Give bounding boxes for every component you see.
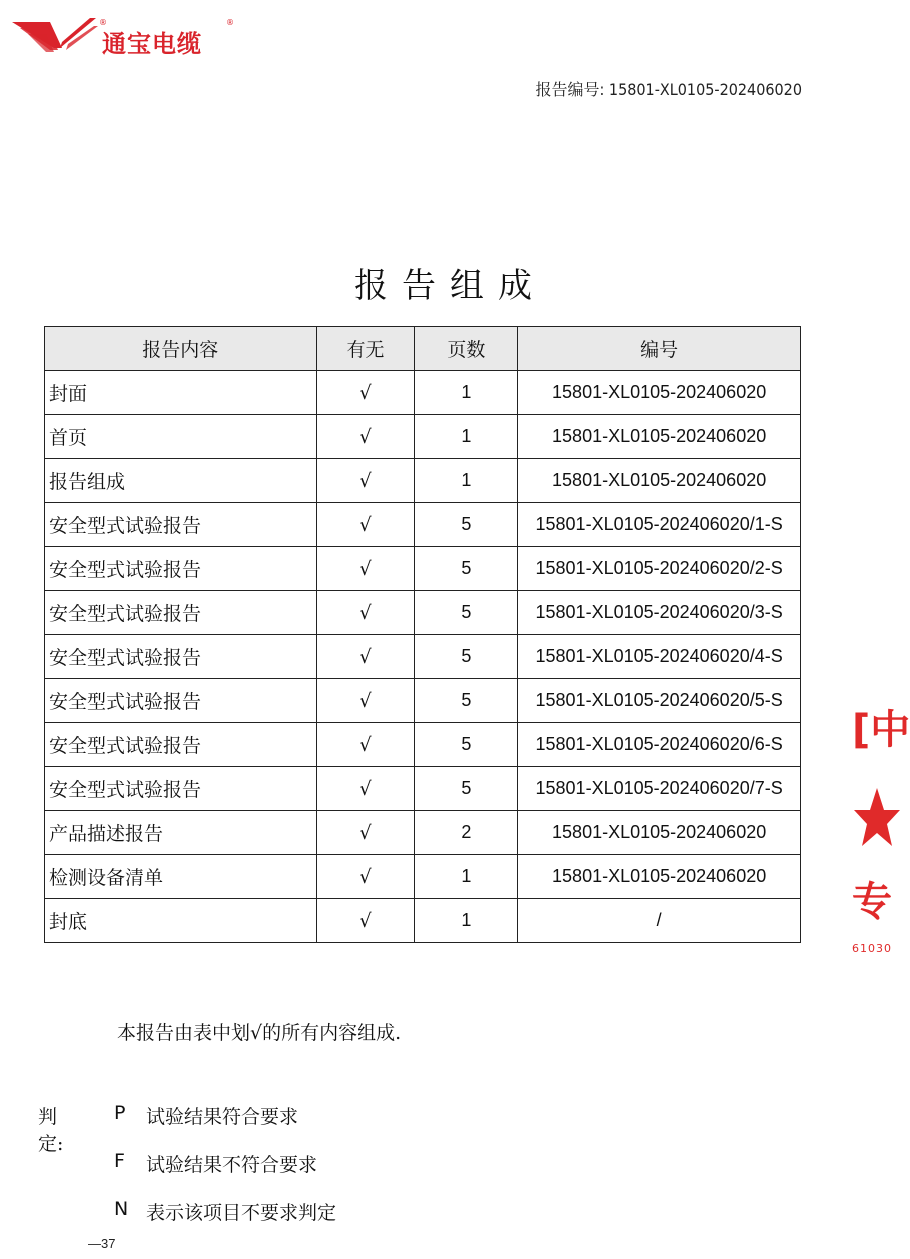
cell-content: 安全型式试验报告 [45, 591, 317, 635]
cell-pages: 2 [415, 811, 518, 855]
cell-number: 15801-XL0105-202406020/3-S [518, 591, 801, 635]
cell-number: 15801-XL0105-202406020/4-S [518, 635, 801, 679]
table-row [45, 459, 801, 503]
cell-presence: √ [316, 591, 415, 635]
cell-presence: √ [316, 767, 415, 811]
cell-pages: 1 [415, 459, 518, 503]
cell-number: 15801-XL0105-202406020/2-S [518, 547, 801, 591]
cell-content: 封底 [45, 899, 317, 943]
cell-content: 安全型式试验报告 [45, 723, 317, 767]
cell-presence: √ [316, 371, 415, 415]
cell-pages: 1 [415, 899, 518, 943]
cell-content: 产品描述报告 [45, 811, 317, 855]
cell-pages: 5 [415, 767, 518, 811]
registered-mark: ® [99, 18, 107, 27]
cell-presence: √ [316, 723, 415, 767]
wing-logo-icon [10, 14, 100, 56]
brand-name: 通宝电缆 [102, 30, 202, 58]
table-row [45, 811, 801, 855]
cell-number: 15801-XL0105-202406020/5-S [518, 679, 801, 723]
table-header-row [45, 327, 801, 371]
page-title: 报告组成 [354, 266, 546, 306]
header-content: 报告内容 [45, 327, 317, 371]
cell-pages: 5 [415, 503, 518, 547]
cell-pages: 5 [415, 591, 518, 635]
cell-presence: √ [316, 503, 415, 547]
cell-presence: √ [316, 899, 415, 943]
company-logo [10, 14, 240, 56]
table-row [45, 371, 801, 415]
cell-number: 15801-XL0105-202406020 [518, 811, 801, 855]
legend-code: N [114, 1198, 129, 1220]
table-body [45, 371, 801, 943]
stamp-number: 61030 [852, 942, 892, 955]
header-number: 编号 [518, 327, 801, 371]
cell-number: / [518, 899, 801, 943]
legend-text: 试验结果符合要求 [146, 1106, 299, 1128]
legend-code: P [114, 1102, 126, 1124]
cell-number: 15801-XL0105-202406020 [518, 415, 801, 459]
legend-text: 试验结果不符合要求 [146, 1154, 318, 1176]
cell-presence: √ [316, 635, 415, 679]
table-row [45, 415, 801, 459]
table-row [45, 547, 801, 591]
cell-pages: 5 [415, 679, 518, 723]
cell-content: 安全型式试验报告 [45, 767, 317, 811]
cell-pages: 5 [415, 635, 518, 679]
cell-number: 15801-XL0105-202406020/6-S [518, 723, 801, 767]
cell-pages: 1 [415, 371, 518, 415]
cell-content: 报告组成 [45, 459, 317, 503]
legend-text: 表示该项目不要求判定 [146, 1202, 337, 1224]
table-row [45, 723, 801, 767]
cell-content: 安全型式试验报告 [45, 679, 317, 723]
composition-note: 本报告由表中划√的所有内容组成. [117, 1022, 402, 1044]
table-row [45, 591, 801, 635]
star-icon [854, 788, 900, 848]
cell-number: 15801-XL0105-202406020 [518, 459, 801, 503]
cell-content: 首页 [45, 415, 317, 459]
cell-content: 安全型式试验报告 [45, 635, 317, 679]
cell-pages: 5 [415, 723, 518, 767]
cell-content: 封面 [45, 371, 317, 415]
cell-presence: √ [316, 855, 415, 899]
legend-code: F [114, 1150, 125, 1172]
cell-content: 检测设备清单 [45, 855, 317, 899]
cell-content: 安全型式试验报告 [45, 503, 317, 547]
header-presence: 有无 [316, 327, 415, 371]
cell-presence: √ [316, 679, 415, 723]
cell-number: 15801-XL0105-202406020/7-S [518, 767, 801, 811]
registered-mark: ® [226, 18, 234, 27]
cell-number: 15801-XL0105-202406020 [518, 371, 801, 415]
cell-number: 15801-XL0105-202406020/1-S [518, 503, 801, 547]
cell-presence: √ [316, 547, 415, 591]
table-row [45, 503, 801, 547]
cell-pages: 1 [415, 855, 518, 899]
cell-number: 15801-XL0105-202406020 [518, 855, 801, 899]
table-row [45, 855, 801, 899]
table-row [45, 679, 801, 723]
table-row [45, 899, 801, 943]
header-pages: 页数 [415, 327, 518, 371]
cell-content: 安全型式试验报告 [45, 547, 317, 591]
stamp-char: 专 [852, 879, 892, 925]
cell-pages: 1 [415, 415, 518, 459]
page-number: —37 [88, 1236, 116, 1251]
table-row [45, 767, 801, 811]
cell-presence: √ [316, 415, 415, 459]
stamp-char: [中 [852, 707, 910, 753]
cell-presence: √ [316, 459, 415, 503]
legend-heading: 判定: [38, 1106, 64, 1155]
report-composition-table [44, 326, 801, 943]
official-stamp [846, 688, 910, 978]
cell-presence: √ [316, 811, 415, 855]
report-number: 报告编号: 15801-XL0105-202406020 [535, 80, 802, 99]
cell-pages: 5 [415, 547, 518, 591]
table-row [45, 635, 801, 679]
